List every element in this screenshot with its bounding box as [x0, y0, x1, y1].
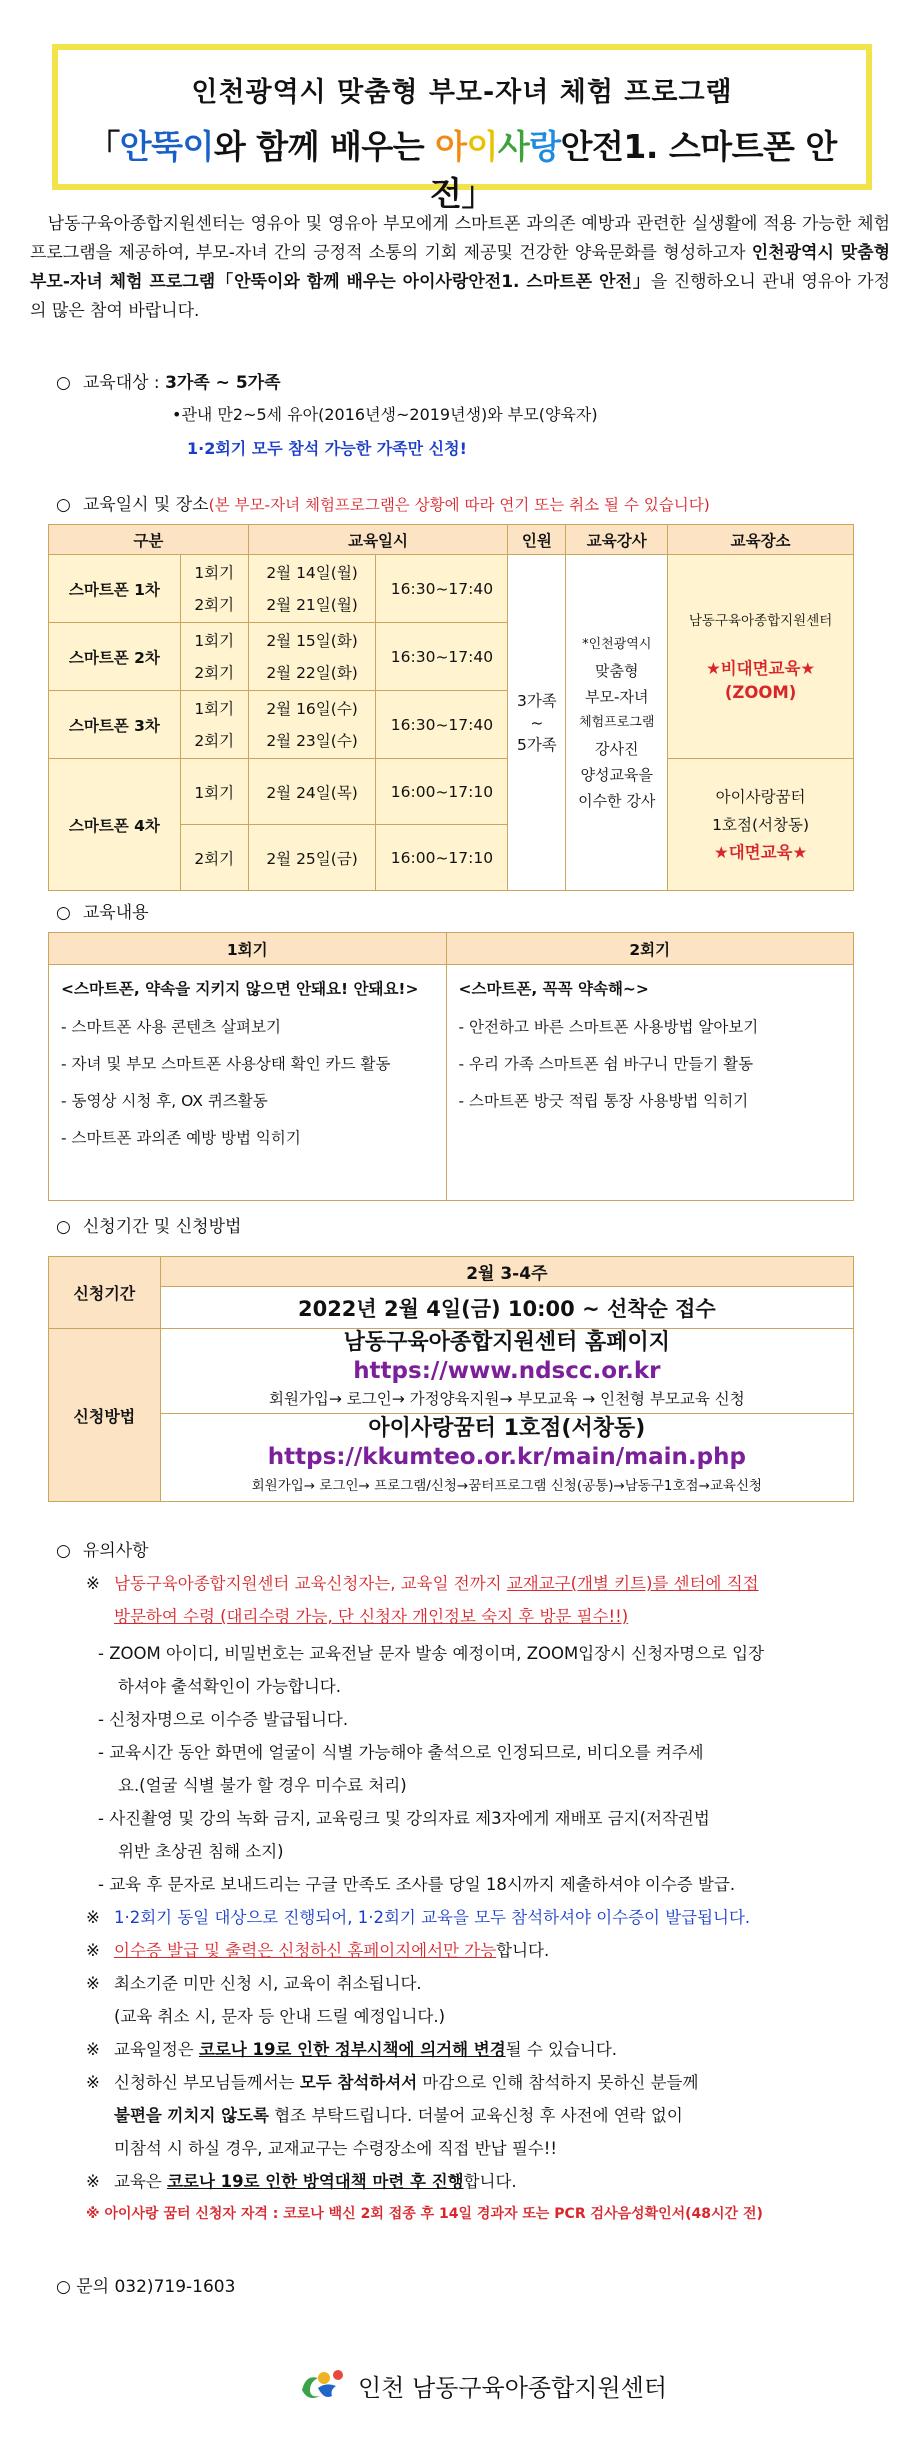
contact-info: ○ 문의 032)719-1603 — [56, 2277, 236, 2297]
bullet-circle: ○ — [56, 903, 71, 923]
apply-title: 신청기간 및 신청방법 — [82, 1217, 242, 1237]
note-mark: ※ — [86, 1908, 100, 1927]
site1-steps: 회원가입→ 로그인→ 가정양육지원→ 부모교육 → 인천형 부모교육 신청 — [268, 1390, 745, 1408]
note-item — [56, 2033, 876, 2066]
header-kind: 구분 — [49, 525, 249, 555]
date: 2월 14일(월) — [266, 563, 358, 582]
title-char: 이 — [466, 127, 498, 166]
title-char: 아 — [435, 127, 467, 166]
instructor-line: *인천광역시 — [582, 636, 652, 652]
apply-week: 2월 3-4주 — [160, 1257, 853, 1287]
place1-center: 남동구육아종합지원센터 — [688, 612, 833, 629]
header-datetime: 교육일시 — [248, 525, 508, 555]
content-col1-header: 1회기 — [49, 933, 447, 965]
target-detail: •관내 만2~5세 유아(2016년생~2019년생)와 부모(양육자) — [172, 405, 598, 424]
instructor-line: 강사진 — [595, 739, 639, 758]
row-sessions — [180, 691, 248, 759]
bullet-circle: ○ — [56, 495, 71, 515]
footer — [296, 2366, 667, 2404]
site1-name: 남동구육아종합지원센터 홈페이지 — [343, 1330, 671, 1355]
list-item: - 자녀 및 부모 스마트폰 사용상태 확인 카드 활동 — [61, 1055, 391, 1073]
place2-line1: 아이사랑꿈터 — [715, 787, 806, 806]
title-rest: 안전1. 스마트폰 안전 — [430, 127, 837, 213]
title-name: 안뚝이 — [119, 127, 214, 166]
header-instructor: 교육강사 — [566, 525, 668, 555]
row-time: 16:30~17:40 — [376, 623, 508, 691]
row-name: 스마트폰 4차 — [49, 759, 181, 891]
row-time: 16:30~17:40 — [376, 555, 508, 623]
note-item-cont — [56, 2099, 876, 2132]
note-dash: - 교육 후 문자로 보내드리는 구글 만족도 조사를 당일 18시까지 제출하셔야 이수증 발급. — [98, 1875, 736, 1894]
bullet-circle: ○ — [56, 1217, 71, 1237]
note-dash-cont: 요.(얼굴 식별 불가 할 경우 미수료 처리) — [118, 1776, 407, 1795]
note-item — [56, 1901, 876, 1934]
intro-bold: 인천광역시 맞춤형 부모-자녀 체험 프로그램「안뚝이와 함께 배우는 아이사랑안전1. 스마트폰 안전」 — [30, 243, 890, 292]
header-place: 교육장소 — [668, 525, 854, 555]
list-item: - 스마트폰 방긋 적립 통장 사용방법 익히기 — [458, 1092, 749, 1110]
schedule-table — [48, 524, 854, 891]
note-bold: 모두 참석하셔서 — [299, 2073, 418, 2092]
note-text: 교육은 — [114, 2172, 168, 2191]
note-text: 될 수 있습니다. — [505, 2040, 618, 2059]
place2-line2: 1호점(서창동) — [712, 815, 809, 834]
note-underline: 교재교구(개별 키트)를 센터에 직접 — [506, 1574, 759, 1593]
note-text: 1·2회기 동일 대상으로 진행되어, 1·2회기 교육을 모두 참석하셔야 이수증이 발급됩니다. — [114, 1908, 751, 1927]
note-bold: 불편을 끼치지 않도록 — [114, 2106, 269, 2125]
note-dash: - 사진촬영 및 강의 녹화 금지, 교육링크 및 강의자료 제3자에게 재배포 금지(저작권법 — [98, 1809, 710, 1828]
row-time: 16:30~17:40 — [376, 691, 508, 759]
row-sessions — [180, 555, 248, 623]
session: 2회기 — [194, 663, 235, 682]
session: 2회기 — [194, 595, 235, 614]
people-max: 5가족 — [516, 735, 557, 754]
content-table — [48, 932, 854, 1201]
note-text: 최소기준 미만 신청 시, 교육이 취소됩니다. — [114, 1974, 422, 1993]
row-time: 16:00~17:10 — [376, 825, 508, 891]
note-item-cont: (교육 취소 시, 문자 등 안내 드릴 예정입니다.) — [114, 2007, 446, 2026]
row-dates — [248, 555, 376, 623]
bullet-circle: ○ — [56, 1541, 71, 1561]
center-logo-icon — [296, 2366, 348, 2404]
note-text: 마감으로 인해 참석하지 못하신 분들께 — [417, 2073, 699, 2092]
date: 2월 16일(수) — [266, 699, 358, 718]
note-item — [56, 1567, 876, 1600]
row-date: 2월 24일(목) — [248, 759, 376, 825]
note-dash: - ZOOM 아이디, 비밀번호는 교육전날 문자 발송 예정이며, ZOOM입장시 신청자명으로 입장 — [98, 1644, 765, 1663]
intro-paragraph — [30, 210, 890, 326]
list-item: - 스마트폰 과의존 예방 방법 익히기 — [61, 1129, 301, 1147]
row-dates — [248, 691, 376, 759]
content-section — [56, 898, 149, 923]
row-sessions — [180, 623, 248, 691]
target-note: 1·2회기 모두 참석 가능한 가족만 신청! — [187, 439, 467, 458]
note-text: 합니다. — [496, 1941, 550, 1960]
note-text: 남동구육아종합지원센터 교육신청자는, 교육일 전까지 — [114, 1574, 507, 1593]
intro-text-end: 을 진행하오니 관내 영유아 가정의 많은 참여 바랍니다. — [30, 272, 890, 321]
apply-site2 — [160, 1414, 853, 1502]
place1-mode: ★비대면교육★ — [705, 658, 816, 678]
target-value: 3가족 ~ 5가족 — [165, 373, 281, 393]
session: 1회기 — [194, 699, 235, 718]
schedule-title: 교육일시 및 장소 — [82, 495, 209, 515]
list-item: - 우리 가족 스마트폰 쉼 바구니 만들기 활동 — [458, 1055, 754, 1073]
note-text: 교육일정은 — [114, 2040, 199, 2059]
row-dates — [248, 623, 376, 691]
note-bold: 코로나 19로 인한 정부시책에 의거해 변경 — [198, 2040, 506, 2059]
note-item — [56, 2066, 876, 2099]
content-col1-body — [49, 965, 447, 1201]
instructor-line: 맞춤형 — [595, 661, 639, 680]
session: 2회기 — [194, 731, 235, 750]
note-text: 협조 부탁드립니다. 더불어 교육신청 후 사전에 연락 없이 — [268, 2106, 683, 2125]
apply-section — [56, 1212, 241, 1237]
instructor-line: 체험프로그램 — [579, 714, 655, 730]
note-text: 합니다. — [463, 2172, 517, 2191]
notes-section — [56, 1536, 149, 1561]
notes-list — [56, 1567, 876, 2231]
note-mark: ※ — [86, 2040, 100, 2059]
content-col2-body — [446, 965, 854, 1201]
note-mark: ※ — [86, 1574, 100, 1593]
note-item-qualification: ※ 아이사랑 꿈터 신청자 자격 : 코로나 백신 2회 접종 후 14일 경과자 또는 PCR 검사음성확인서(48시간 전) — [86, 2206, 763, 2222]
date: 2월 15일(화) — [266, 631, 358, 650]
place2-cell — [668, 759, 854, 891]
title-box — [52, 44, 872, 213]
row-name: 스마트폰 3차 — [49, 691, 181, 759]
note-item: 방문하여 수령 (대리수령 가능, 단 신청자 개인정보 숙지 후 방문 필수!!) — [114, 1607, 629, 1626]
title-char: 랑 — [529, 127, 561, 166]
people-cell — [508, 555, 566, 891]
instructor-line: 양성교육을 — [580, 765, 653, 784]
site1-url-link[interactable]: https://www.ndscc.or.kr — [353, 1358, 661, 1384]
schedule-section — [56, 490, 710, 515]
note-item — [56, 2165, 876, 2198]
site2-name: 아이사랑꿈터 1호점(서창동) — [368, 1416, 646, 1441]
place1-cell — [668, 555, 854, 759]
row-time: 16:00~17:10 — [376, 759, 508, 825]
apply-date: 2022년 2월 4일(금) 10:00 ~ 선착순 접수 — [160, 1287, 853, 1329]
row-session: 2회기 — [180, 825, 248, 891]
table-row — [49, 555, 854, 623]
title-char: 사 — [497, 127, 530, 166]
apply-period-label: 신청기간 — [49, 1257, 161, 1329]
place1-zoom: (ZOOM) — [724, 682, 797, 702]
session: 1회기 — [194, 631, 235, 650]
bullet-circle: ○ — [56, 373, 71, 393]
title-mid: 와 함께 배우는 — [213, 127, 436, 166]
note-mark: ※ — [86, 1974, 100, 1993]
intro-text: 남동구육아종합지원센터는 영유아 및 영유아 부모에게 스마트폰 과의존 예방과 관련한 실생활에 적용 가능한 체험 프로그램을 제공하여, 부모-자녀 간의 긍정적 소통의 기회 제공및 건강한 양육문화를 형성하고자 — [30, 214, 890, 263]
schedule-header-row — [49, 525, 854, 555]
people-min: 3가족 — [516, 691, 557, 710]
apply-table — [48, 1256, 854, 1502]
note-bold: 코로나 19로 인한 방역대책 마련 후 진행 — [167, 2172, 464, 2191]
session: 1회기 — [194, 563, 235, 582]
list-item: - 스마트폰 사용 콘텐츠 살펴보기 — [61, 1018, 281, 1036]
note-dash-cont: 하셔야 출석확인이 가능합니다. — [118, 1677, 341, 1696]
row-name: 스마트폰 2차 — [49, 623, 181, 691]
note-item — [56, 1934, 876, 1967]
bracket-open: 「 — [87, 127, 120, 166]
row-name: 스마트폰 1차 — [49, 555, 181, 623]
notes-title: 유의사항 — [82, 1541, 149, 1561]
table-row — [49, 759, 854, 825]
content-col2-head: <스마트폰, 꼭꼭 약속해~> — [458, 980, 649, 998]
instructor-cell — [566, 555, 668, 891]
place2-mode: ★대면교육★ — [713, 842, 808, 862]
note-mark: ※ — [86, 1941, 100, 1960]
bracket-close: 」 — [461, 174, 494, 213]
note-underline: 이수증 발급 및 출력은 신청하신 홈페이지에서만 가능 — [114, 1941, 497, 1960]
header-people: 인원 — [508, 525, 566, 555]
apply-site1 — [160, 1329, 853, 1414]
list-item: - 동영상 시청 후, OX 퀴즈활동 — [61, 1092, 268, 1110]
title-line1: 인천광역시 맞춤형 부모-자녀 체험 프로그램 — [191, 77, 733, 108]
note-dash: - 신청자명으로 이수증 발급됩니다. — [98, 1710, 349, 1729]
note-dash-cont: 위반 초상권 침해 소지) — [118, 1842, 284, 1861]
note-mark: ※ — [86, 2172, 100, 2191]
date: 2월 22일(화) — [266, 663, 358, 682]
title-line2 — [58, 121, 866, 215]
note-text: 신청하신 부모님들께서는 — [114, 2073, 300, 2092]
date: 2월 21일(월) — [266, 595, 358, 614]
instructor-line: 이수한 강사 — [578, 791, 656, 810]
content-col2-header: 2회기 — [446, 933, 854, 965]
list-item: - 안전하고 바른 스마트폰 사용방법 알아보기 — [458, 1018, 759, 1036]
note-item-cont: 미참석 시 하실 경우, 교재교구는 수령장소에 직접 반납 필수!! — [114, 2139, 557, 2158]
content-title: 교육내용 — [82, 903, 149, 923]
target-label: 교육대상 : — [82, 373, 166, 393]
date: 2월 23일(수) — [266, 731, 358, 750]
row-date: 2월 25일(금) — [248, 825, 376, 891]
instructor-line: 부모-자녀 — [585, 687, 649, 706]
site2-url-link[interactable]: https://kkumteo.or.kr/main/main.php — [267, 1444, 746, 1470]
apply-method-label: 신청방법 — [49, 1329, 161, 1502]
row-session: 1회기 — [180, 759, 248, 825]
footer-org: 인천 남동구육아종합지원센터 — [358, 2373, 668, 2402]
note-dash: - 교육시간 동안 화면에 얼굴이 식별 가능해야 출석으로 인정되므로, 비디오를 켜주세 — [98, 1743, 704, 1762]
target-section — [56, 368, 281, 393]
people-sep: ~ — [530, 713, 544, 732]
schedule-warning: (본 부모-자녀 체험프로그램은 상황에 따라 연기 또는 취소 될 수 있습니다) — [208, 496, 710, 514]
content-col1-head: <스마트폰, 약속을 지키지 않으면 안돼요! 안돼요!> — [61, 980, 419, 998]
site2-steps: 회원가입→ 로그인→ 프로그램/신청→꿈터프로그램 신청(공통)→남동구1호점→교육신청 — [251, 1478, 763, 1494]
note-mark: ※ — [86, 2073, 100, 2092]
note-item — [56, 1967, 876, 2000]
